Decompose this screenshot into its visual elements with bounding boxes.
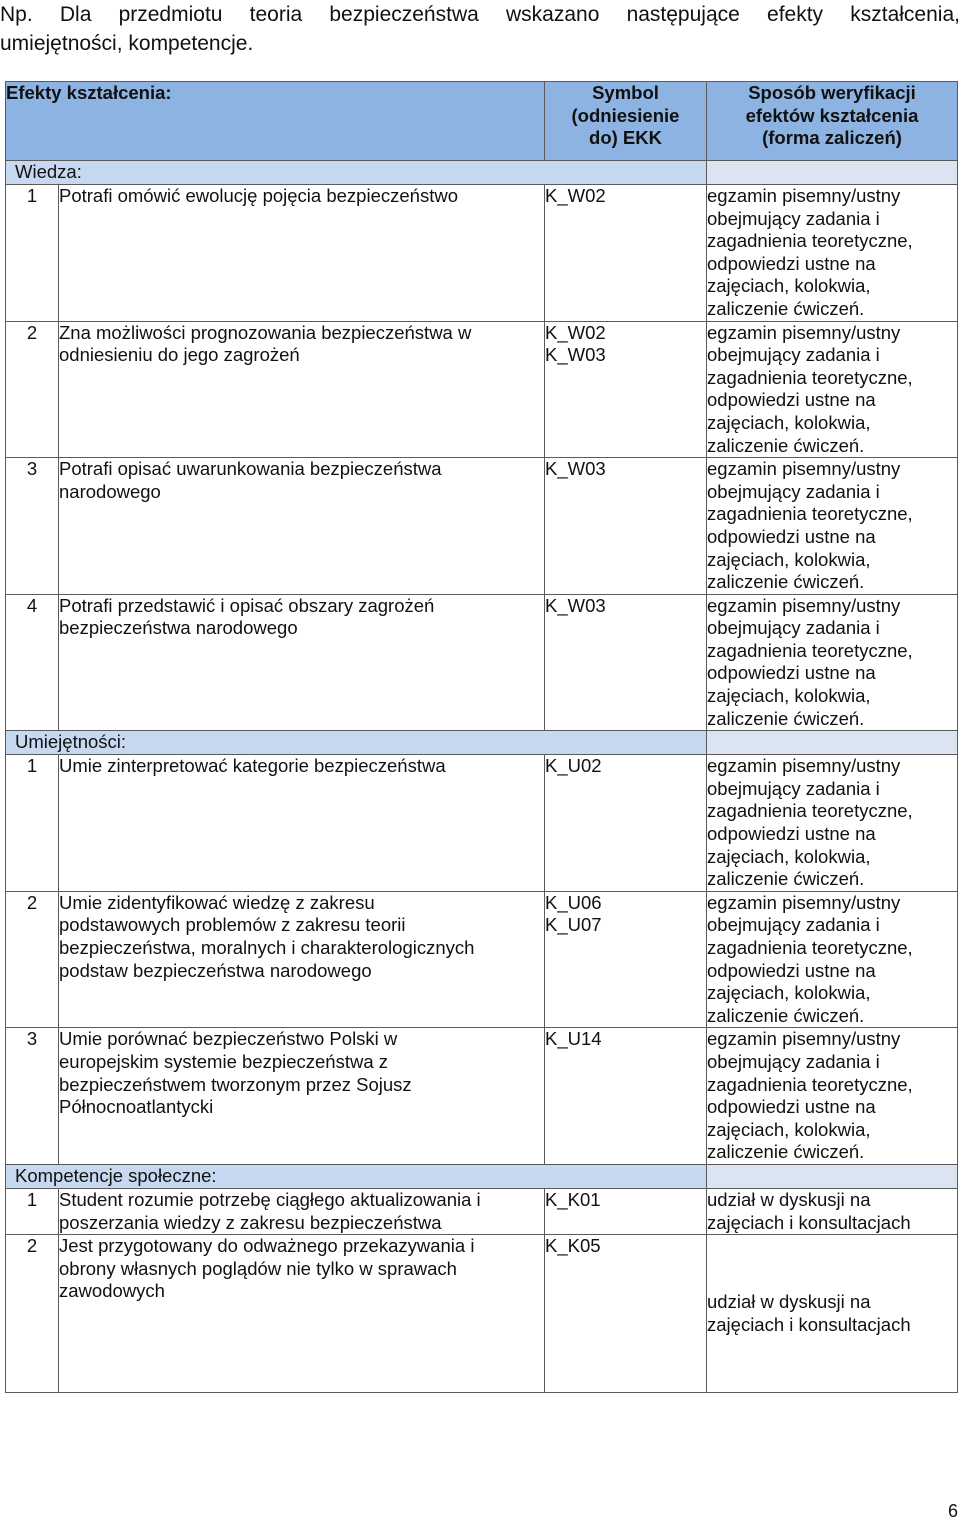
verification-method-line: odpowiedzi ustne na: [707, 252, 876, 274]
verification-method-line: egzamin pisemny/ustny: [707, 1028, 901, 1050]
verification-method-line: zagadnienia teoretyczne,: [707, 639, 913, 661]
ekk-symbol: [545, 891, 707, 1028]
verification-method-line: zagadnienia teoretyczne,: [707, 800, 913, 822]
intro-word: wskazano: [505, 3, 600, 26]
section-header-row: [6, 731, 958, 755]
verification-method-line: zajęciach, kolokwia,: [707, 411, 871, 433]
effect-description-line: Zna możliwości prognozowania bezpieczeństwa w: [59, 321, 472, 343]
verification-method-line: zajęciach, kolokwia,: [707, 1118, 871, 1140]
ekk-symbol: [545, 321, 707, 458]
effect-description-line: Umie zinterpretować kategorie bezpieczeństwa: [59, 755, 446, 777]
intro-word: przedmiotu: [118, 3, 223, 26]
verification-method-line: egzamin pisemny/ustny: [707, 755, 901, 777]
verification-method-line: obejmujący zadania i: [707, 914, 880, 936]
ekk-symbol: [545, 755, 707, 892]
ekk-symbol-line: K_K05: [545, 1235, 601, 1257]
verification-method-line: egzamin pisemny/ustny: [707, 185, 901, 206]
table-row: [6, 321, 958, 458]
row-number: 1: [6, 755, 59, 892]
verification-method-line: zajęciach, kolokwia,: [707, 982, 871, 1004]
effect-description-line: narodowego: [59, 480, 161, 502]
table-body: [6, 161, 958, 1393]
table-row: [6, 755, 958, 892]
verification-method-line: zaliczenie ćwiczeń.: [707, 434, 865, 456]
ekk-symbol: [545, 1188, 707, 1234]
row-number: 4: [6, 594, 59, 731]
effect-description-line: podstawowych problemów z zakresu teorii: [59, 914, 406, 936]
verification-method-line: zaliczenie ćwiczeń.: [707, 1141, 865, 1163]
intro-word: Dla: [59, 3, 92, 26]
verification-method-line: zaliczenie ćwiczeń.: [707, 1004, 865, 1026]
effect-description-line: Umie zidentyfikować wiedzę z zakresu: [59, 891, 375, 913]
verification-method: [707, 321, 958, 458]
ekk-symbol-line: K_U07: [545, 914, 602, 936]
intro-line-1: [0, 0, 960, 29]
section-header-row: [6, 1164, 958, 1188]
section-blank-cell: [707, 731, 958, 755]
intro-word: następujące: [626, 3, 740, 26]
ekk-symbol-line: K_W02: [545, 185, 606, 206]
table-header-row: [6, 82, 958, 161]
verification-method-line: zagadnienia teoretyczne,: [707, 937, 913, 958]
table-row: [6, 458, 958, 595]
verification-method-line: zagadnienia teoretyczne,: [707, 503, 913, 525]
effect-description: [59, 891, 545, 1028]
effect-description: [59, 458, 545, 595]
verification-method-line: zagadnienia teoretyczne,: [707, 366, 913, 388]
ekk-symbol-line: K_U14: [545, 1028, 602, 1050]
ekk-symbol: [545, 1235, 707, 1393]
verification-method: [707, 1235, 958, 1393]
effect-description-line: podstaw bezpieczeństwa narodowego: [59, 959, 372, 981]
verification-method-line: zagadnienia teoretyczne,: [707, 1073, 913, 1095]
row-number: 2: [6, 1235, 59, 1393]
verification-method: [707, 1188, 958, 1234]
effect-description: [59, 594, 545, 731]
table-row: [6, 1028, 958, 1165]
verification-method-line: zajęciach i konsultacjach: [707, 1211, 911, 1233]
verification-method-line: egzamin pisemny/ustny: [707, 891, 901, 913]
table-row: [6, 891, 958, 1028]
effect-description-line: obrony własnych poglądów nie tylko w sprawach: [59, 1257, 457, 1279]
ekk-symbol-line: K_W03: [545, 344, 606, 366]
verification-method: [707, 1028, 958, 1165]
table-row: [6, 1188, 958, 1234]
verification-method-line: odpowiedzi ustne na: [707, 525, 876, 547]
verification-method-line: obejmujący zadania i: [707, 617, 880, 639]
ekk-symbol-line: K_U02: [545, 755, 602, 777]
ekk-symbol: [545, 594, 707, 731]
verification-method-line: zaliczenie ćwiczeń.: [707, 868, 865, 890]
effect-description-line: europejskim systemie bezpieczeństwa z: [59, 1050, 389, 1072]
verification-method-line: odpowiedzi ustne na: [707, 389, 876, 411]
intro-word: Np.: [0, 3, 33, 26]
verification-method-line: zagadnienia teoretyczne,: [707, 230, 913, 252]
section-blank-cell: [707, 1164, 958, 1188]
section-title: Umiejętności:: [6, 731, 707, 755]
row-number: 1: [6, 185, 59, 322]
verification-method-line: egzamin pisemny/ustny: [707, 321, 901, 343]
table-row: [6, 594, 958, 731]
verification-method-line: zajęciach i konsultacjach: [707, 1313, 911, 1335]
verification-method-line: obejmujący zadania i: [707, 344, 880, 366]
verification-method-line: egzamin pisemny/ustny: [707, 594, 901, 616]
verification-method-line: odpowiedzi ustne na: [707, 823, 876, 845]
verification-method-line: udział w dyskusji na: [707, 1188, 871, 1210]
verification-method-line: odpowiedzi ustne na: [707, 662, 876, 684]
verification-method-line: zaliczenie ćwiczeń.: [707, 297, 865, 319]
verification-method: [707, 458, 958, 595]
verification-method-line: zaliczenie ćwiczeń.: [707, 571, 865, 593]
effect-description-line: Potrafi przedstawić i opisać obszary zagrożeń: [59, 594, 435, 616]
learning-outcomes-table: [5, 81, 958, 1393]
intro-line-2: umiejętności, kompetencje.: [0, 32, 254, 55]
verification-method-line: obejmujący zadania i: [707, 777, 880, 799]
verification-method-line: egzamin pisemny/ustny: [707, 458, 901, 480]
verification-method-line: obejmujący zadania i: [707, 1050, 880, 1072]
ekk-symbol-line: K_W02: [545, 321, 606, 343]
effect-description-line: odniesieniu do jego zagrożeń: [59, 344, 300, 366]
effect-description-line: Potrafi omówić ewolucję pojęcia bezpieczeństwo: [59, 185, 458, 206]
effect-description: [59, 321, 545, 458]
table-row: [6, 185, 958, 322]
verification-method-line: udział w dyskusji na: [707, 1291, 871, 1313]
row-number: 3: [6, 458, 59, 595]
ekk-symbol: [545, 185, 707, 322]
section-header-row: [6, 161, 958, 185]
intro-word: teoria: [249, 3, 303, 26]
effect-description-line: bezpieczeństwa, moralnych i charakterologicznych: [59, 937, 475, 958]
ekk-symbol-line: K_U06: [545, 891, 602, 913]
effect-description-line: Potrafi opisać uwarunkowania bezpieczeństwa: [59, 458, 442, 480]
verification-method-line: odpowiedzi ustne na: [707, 1096, 876, 1118]
verification-method: [707, 594, 958, 731]
effect-description-line: bezpieczeństwa narodowego: [59, 617, 298, 639]
intro-paragraph: [0, 0, 960, 58]
table-row: [6, 1235, 958, 1393]
effect-description: [59, 1028, 545, 1165]
effect-description-line: Północnoatlantycki: [59, 1096, 214, 1118]
verification-method-line: obejmujący zadania i: [707, 480, 880, 502]
verification-method-line: odpowiedzi ustne na: [707, 959, 876, 981]
section-title: Kompetencje społeczne:: [6, 1164, 707, 1188]
effect-description-line: zawodowych: [59, 1280, 165, 1302]
ekk-symbol-line: K_W03: [545, 594, 606, 616]
effect-description: [59, 755, 545, 892]
header-outcomes: Efekty kształcenia:: [6, 82, 545, 161]
header-symbol: Symbol (odniesienie do) EKK: [545, 82, 707, 161]
section-blank-cell: [707, 161, 958, 185]
effect-description-line: Student rozumie potrzebę ciągłego aktualizowania i: [59, 1188, 481, 1210]
effect-description-line: Umie porównać bezpieczeństwo Polski w: [59, 1028, 398, 1050]
verification-method-line: obejmujący zadania i: [707, 207, 880, 229]
verification-method: [707, 755, 958, 892]
verification-method-line: zajęciach, kolokwia,: [707, 275, 871, 297]
ekk-symbol-line: K_K01: [545, 1188, 601, 1210]
verification-method-line: zajęciach, kolokwia,: [707, 685, 871, 707]
section-title: Wiedza:: [6, 161, 707, 185]
header-verification: Sposób weryfikacji efektów kształcenia (forma zaliczeń): [707, 82, 958, 161]
intro-word: efekty: [767, 3, 824, 26]
ekk-symbol: [545, 1028, 707, 1165]
page-number: 6: [947, 1501, 958, 1521]
intro-word: kształcenia,: [850, 3, 960, 26]
effect-description: [59, 1235, 545, 1393]
verification-method-line: zajęciach, kolokwia,: [707, 845, 871, 867]
effect-description-line: Jest przygotowany do odważnego przekazywania i: [59, 1235, 475, 1257]
verification-method: [707, 891, 958, 1028]
row-number: 1: [6, 1188, 59, 1234]
intro-word: bezpieczeństwa: [329, 3, 479, 26]
effect-description: [59, 1188, 545, 1234]
row-number: 2: [6, 321, 59, 458]
verification-method-line: zajęciach, kolokwia,: [707, 548, 871, 570]
row-number: 2: [6, 891, 59, 1028]
ekk-symbol: [545, 458, 707, 595]
ekk-symbol-line: K_W03: [545, 458, 606, 480]
row-number: 3: [6, 1028, 59, 1165]
effect-description-line: poszerzania wiedzy z zakresu bezpieczeństwa: [59, 1211, 442, 1233]
verification-method: [707, 185, 958, 322]
effect-description-line: bezpieczeństwem tworzonym przez Sojusz: [59, 1073, 412, 1095]
effect-description: [59, 185, 545, 322]
verification-method-line: zaliczenie ćwiczeń.: [707, 707, 865, 729]
